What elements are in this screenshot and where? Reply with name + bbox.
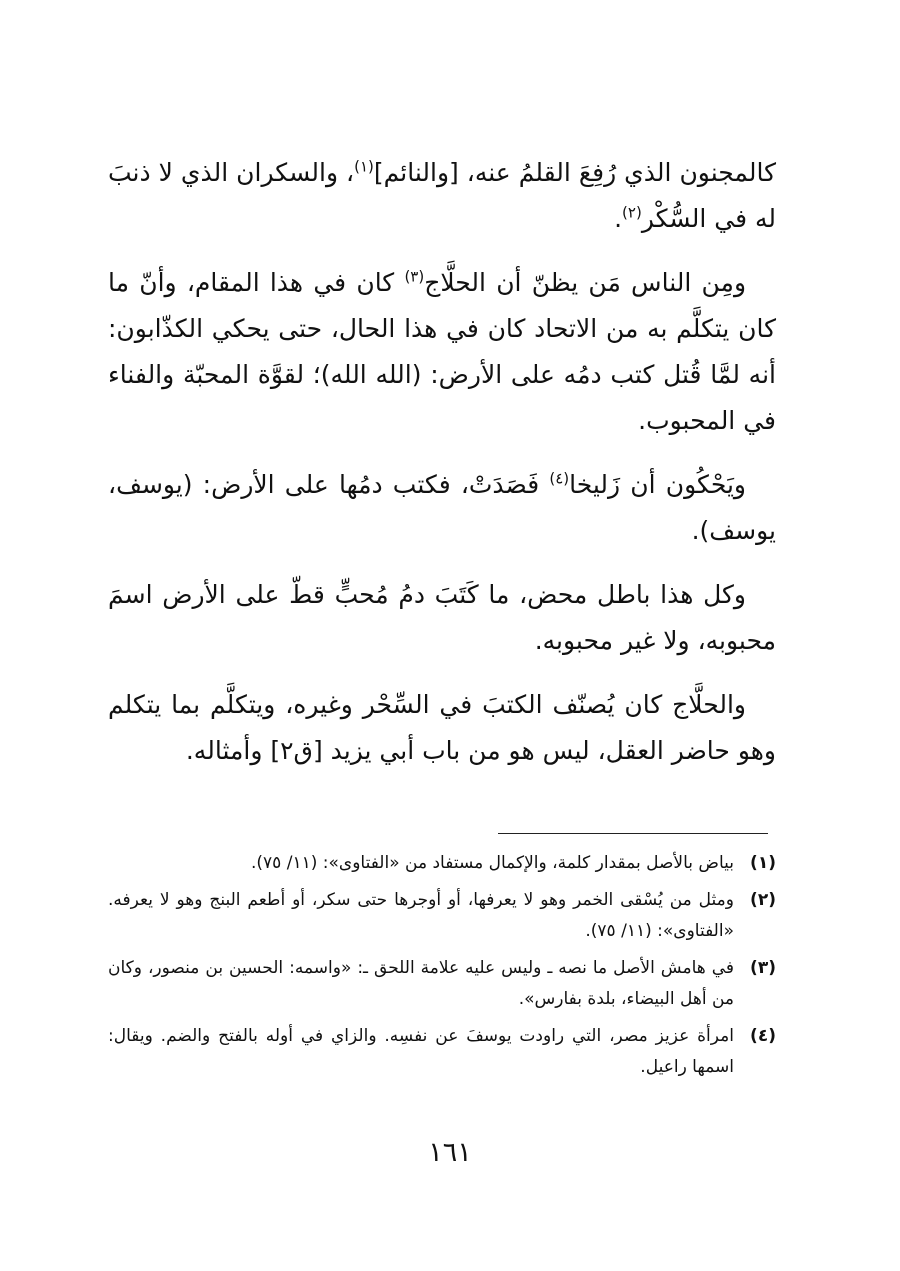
footnote-2 bbox=[108, 885, 776, 947]
footnote-number: (٢) bbox=[750, 890, 776, 910]
paragraph-text: كالمجنون الذي رُفِعَ القلمُ عنه، [والنائم] bbox=[373, 158, 776, 187]
footnote-text: ومثل من يُسْقى الخمر وهو لا يعرفها، أو أوجرها حتى سكر، أو أطعم البنج وهو لا يعرفه. «الفتاوى»: (١١/ ٧٥). bbox=[108, 890, 734, 941]
paragraph-4: وكل هذا باطل محض، ما كَتَبَ دمُ مُحبٍّ قطّ على الأرض اسمَ محبوبه، ولا غير محبوبه. bbox=[108, 580, 776, 655]
footnote-number: (٣) bbox=[750, 958, 776, 978]
paragraph-text: ويَحْكُون أن زَليخا bbox=[569, 470, 746, 499]
footnote-ref[interactable]: (٤) bbox=[549, 469, 570, 488]
footnote-1 bbox=[108, 848, 776, 879]
paragraph-text: كان في هذا المقام، وأنّ ما كان يتكلَّم به من الاتحاد كان في هذا الحال، حتى يحكي الكذّابون: أنه لمَّا قُتل كتب دمُه على الأرض: (الله الله)؛ لقوَّة المحبّة والفناء في المحبوب. bbox=[108, 268, 776, 435]
footnote-number: (١) bbox=[750, 853, 776, 873]
paragraph-text: ومِن الناس مَن يظنّ أن الحلَّاج bbox=[424, 268, 747, 297]
footnote-number: (٤) bbox=[750, 1026, 776, 1046]
footnotes bbox=[108, 848, 776, 1089]
paragraph-3 bbox=[108, 462, 776, 554]
footnote-ref[interactable]: (١) bbox=[354, 157, 374, 176]
footnote-3 bbox=[108, 953, 776, 1015]
footnote-text: بياض بالأصل بمقدار كلمة، والإكمال مستفاد من «الفتاوى»: (١١/ ٧٥). bbox=[251, 853, 734, 873]
footnote-text: في هامش الأصل ما نصه ـ وليس عليه علامة اللحق ـ: «واسمه: الحسين بن منصور، وكان من أهل البيضاء، بلدة بفارس». bbox=[108, 958, 734, 1009]
footnote-4 bbox=[108, 1021, 776, 1083]
footnote-ref[interactable]: (٣) bbox=[404, 267, 425, 286]
main-text bbox=[108, 150, 776, 792]
footnote-ref[interactable]: (٢) bbox=[622, 203, 642, 222]
page-number: ١٦١ bbox=[428, 1137, 472, 1168]
paragraph-1 bbox=[108, 150, 776, 242]
paragraph-5: والحلَّاج كان يُصنّف الكتبَ في السِّحْر وغيره، ويتكلَّم بما يتكلم وهو حاضر العقل، ليس هو من باب أبي يزيد [ق٢] وأمثاله. bbox=[108, 690, 776, 765]
paragraph-text: فَصَدَتْ، فكتب دمُها على الأرض: (يوسف، يوسف). bbox=[108, 470, 776, 545]
paragraph-text: . bbox=[614, 204, 623, 233]
footnote-text: امرأة عزيز مصر، التي راودت يوسفَ عن نفسِه. والزاي في أوله بالفتح والضم. ويقال: اسمها راعيل. bbox=[108, 1026, 734, 1077]
footnote-separator bbox=[498, 833, 768, 834]
paragraph-text: ، والسكران الذي لا ذنبَ له في السُّكْر bbox=[108, 158, 776, 233]
paragraph-2 bbox=[108, 260, 776, 444]
